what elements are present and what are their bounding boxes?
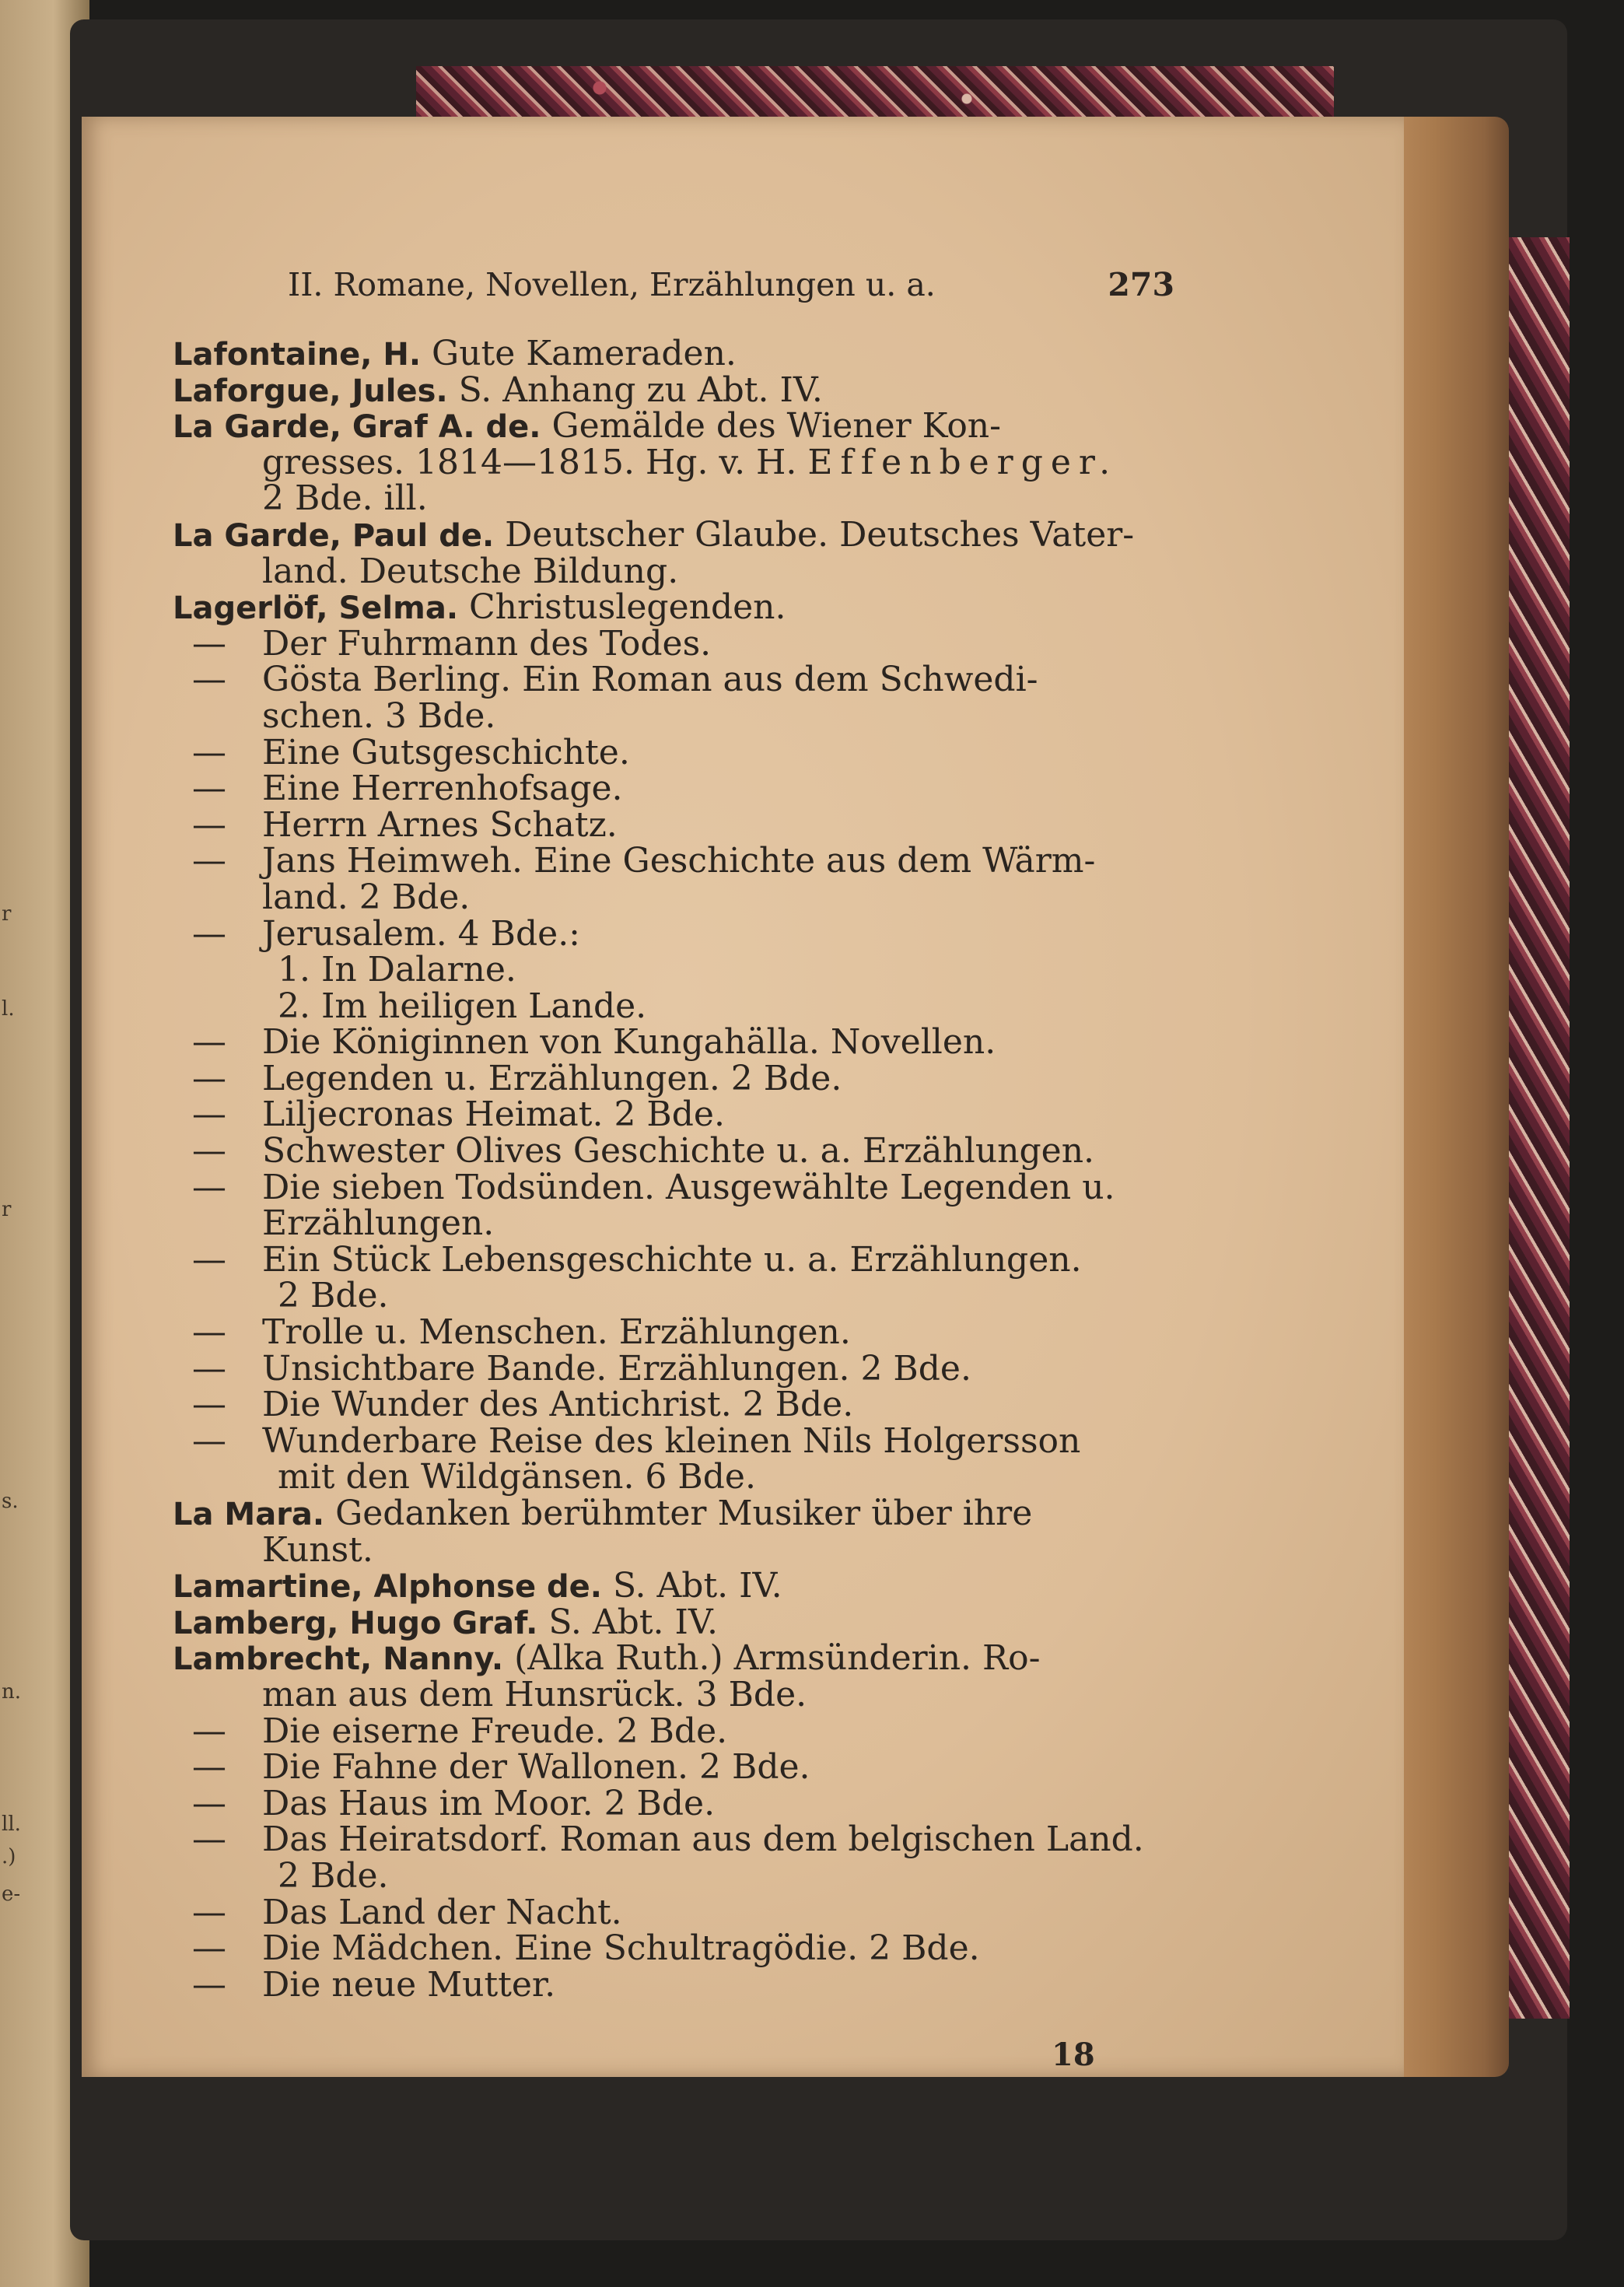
dash: — [192, 913, 226, 954]
margin-mark: l. [2, 997, 15, 1021]
dash: — [192, 1239, 226, 1280]
entry-text: man aus dem Hunsrück. 3 Bde. [262, 1674, 807, 1714]
entry-line [173, 336, 1184, 373]
entry-line [173, 771, 1184, 807]
entry-line [173, 1133, 1184, 1170]
entry-line [173, 1892, 1184, 1932]
entry-line [173, 1638, 1184, 1679]
entry-text: Liljecronas Heimat. 2 Bde. [262, 1094, 725, 1135]
dash: — [192, 841, 226, 881]
dash: — [192, 1783, 226, 1823]
entry-line [173, 1167, 1184, 1207]
entry-line [173, 804, 1184, 845]
entry-text: S. Abt. IV. [602, 1566, 782, 1606]
entry-text: 2. Im heiligen Lande. [278, 986, 647, 1026]
entry-line [173, 986, 1184, 1026]
entry-author: La Mara. [173, 1497, 325, 1532]
entry-line [173, 1387, 1184, 1424]
entry-line [173, 1312, 1184, 1353]
dash: — [192, 1022, 226, 1063]
dash: — [192, 1964, 226, 2005]
entry-line [173, 1964, 1184, 2005]
entry-line [173, 1674, 1184, 1714]
dash: — [192, 1094, 226, 1135]
dash: — [192, 623, 226, 664]
entry-text: Legenden u. Erzählungen. 2 Bde. [262, 1058, 842, 1098]
entry-text: Die sieben Todsünden. Ausgewählte Legenden u. [262, 1167, 1115, 1207]
entry-text: Herrn Arnes Schatz. [262, 804, 618, 845]
entry-text: Deutscher Glaube. Deutsches Vater- [494, 514, 1135, 555]
entry-text: Gedanken berühmter Musiker über ihre [324, 1494, 1033, 1533]
dash: — [192, 1312, 226, 1353]
entry-text: Gute Kameraden. [421, 334, 737, 373]
entry-line [173, 442, 1184, 482]
entry-text: 1. In Dalarne. [278, 950, 516, 990]
entry-line [173, 843, 1184, 880]
entry-text: Die Wunder des Antichrist. 2 Bde. [262, 1385, 854, 1425]
entry-line [173, 551, 1184, 591]
entry-text: schen. 3 Bde. [262, 695, 496, 736]
entry-line [173, 1602, 1184, 1642]
entry-author: Lafontaine, H. [173, 337, 422, 373]
entry-text: Kunst. [262, 1529, 373, 1570]
entry-line [173, 1278, 1184, 1315]
entry-text: Der Fuhrmann des Todes. [262, 623, 712, 664]
entry-text: 2 Bde. ill. [262, 478, 428, 519]
entry-line [173, 1749, 1184, 1786]
dash: — [192, 769, 226, 809]
entry-author: La Garde, Paul de. [173, 517, 495, 554]
entry-author: Lamberg, Hugo Graf. [173, 1605, 538, 1641]
entry-text: Die Fahne der Wallonen. 2 Bde. [262, 1747, 810, 1788]
entry-text: Eine Herrenhofsage. [262, 769, 623, 809]
margin-mark: .) [2, 1845, 16, 1868]
entry-text: S. Abt. IV. [537, 1602, 718, 1642]
entry-text: land. 2 Bde. [262, 877, 471, 917]
marbled-edge-right [1507, 237, 1570, 2019]
dash: — [192, 1747, 226, 1788]
dash: — [192, 804, 226, 845]
entry-text: Erzählungen. [262, 1203, 495, 1244]
entry-author: Lambrecht, Nanny. [173, 1641, 504, 1678]
margin-mark: ll. [2, 1812, 21, 1836]
catalog-listing [173, 336, 1184, 2003]
entry-text: Unsichtbare Bande. Erzählungen. 2 Bde. [262, 1348, 971, 1389]
entry-line [173, 877, 1184, 917]
entry-line [173, 1529, 1184, 1570]
entry-line [173, 587, 1184, 628]
entry-line [173, 1568, 1184, 1605]
entry-line [173, 1024, 1184, 1061]
entry-line [173, 1819, 1184, 1860]
entry-text: mit den Wildgänsen. 6 Bde. [278, 1457, 756, 1497]
dash: — [192, 1167, 226, 1207]
entry-author: Lagerlöf, Selma. [173, 590, 459, 627]
entry-text: Gemälde des Wiener Kon- [541, 406, 1002, 447]
entry-line [173, 1348, 1184, 1389]
entry-text: Jans Heimweh. Eine Geschichte aus dem Wärm- [262, 841, 1096, 881]
running-header [288, 266, 1174, 313]
entry-line [173, 1239, 1184, 1280]
entry-text: Effenberger. [807, 442, 1118, 482]
margin-mark: n. [2, 1680, 22, 1704]
entry-text: Eine Gutsgeschichte. [262, 732, 630, 772]
marbled-edge-top [416, 66, 1334, 121]
entry-line [173, 952, 1184, 989]
signature-mark: 18 [1052, 2037, 1095, 2073]
entry-line [173, 1094, 1184, 1135]
dash: — [192, 1420, 226, 1461]
entry-line [173, 1496, 1184, 1532]
dash: — [192, 1348, 226, 1389]
dash: — [192, 1385, 226, 1425]
entry-text: Schwester Olives Geschichte u. a. Erzählungen. [262, 1131, 1095, 1172]
entry-text: Die neue Mutter. [262, 1964, 556, 2005]
entry-line [173, 662, 1184, 699]
margin-mark: r [2, 902, 12, 926]
entry-text: Das Heiratsdorf. Roman aus dem belgischen Land. [262, 1819, 1144, 1860]
page-number: 273 [1108, 266, 1174, 303]
entry-text: S. Anhang zu Abt. IV. [447, 369, 823, 410]
dash: — [192, 1928, 226, 1969]
entry-author: Lamartine, Alphonse de. [173, 1569, 602, 1606]
dash: — [192, 1711, 226, 1751]
entry-line [173, 408, 1184, 445]
entry-text: gresses. 1814—1815. Hg. v. H. [262, 442, 808, 482]
entry-text: Christuslegenden. [458, 587, 786, 628]
entry-text: Das Land der Nacht. [262, 1892, 622, 1932]
running-title: II. Romane, Novellen, Erzählungen u. a. [288, 266, 936, 303]
entry-line [173, 1711, 1184, 1751]
entry-author: La Garde, Graf A. de. [173, 409, 541, 446]
dash: — [192, 1058, 226, 1098]
entry-line [173, 1928, 1184, 1969]
entry-line [173, 913, 1184, 954]
entry-text: 2 Bde. [278, 1276, 389, 1316]
dash: — [192, 1892, 226, 1932]
dash: — [192, 660, 226, 700]
entry-text: Gösta Berling. Ein Roman aus dem Schwedi- [262, 660, 1038, 700]
entry-text: Das Haus im Moor. 2 Bde. [262, 1783, 716, 1823]
entry-line [173, 1420, 1184, 1461]
entry-line [173, 1459, 1184, 1496]
dash: — [192, 732, 226, 772]
entry-text: Die eiserne Freude. 2 Bde. [262, 1711, 728, 1751]
dash: — [192, 1131, 226, 1172]
margin-mark: r [2, 1198, 12, 1221]
entry-text: Jerusalem. 4 Bde.: [262, 913, 580, 954]
dash: — [192, 1819, 226, 1860]
entry-line [173, 514, 1184, 555]
entry-author: Laforgue, Jules. [173, 373, 448, 409]
entry-line [173, 623, 1184, 664]
entry-text: Die Mädchen. Eine Schultragödie. 2 Bde. [262, 1928, 980, 1969]
entry-text: Wunderbare Reise des kleinen Nils Holgersson [262, 1420, 1081, 1461]
entry-line [173, 1855, 1184, 1896]
entry-line [173, 369, 1184, 410]
entry-text: land. Deutsche Bildung. [262, 551, 679, 591]
entry-line [173, 1203, 1184, 1244]
entry-line [173, 478, 1184, 519]
margin-mark: s. [2, 1490, 19, 1513]
margin-mark: e- [2, 1882, 21, 1906]
entry-text: 2 Bde. [278, 1855, 389, 1896]
entry-text: Die Königinnen von Kungahälla. Novellen. [262, 1022, 996, 1063]
entry-text: Ein Stück Lebensgeschichte u. a. Erzählungen. [262, 1239, 1082, 1280]
entry-text: Trolle u. Menschen. Erzählungen. [262, 1312, 851, 1353]
entry-line [173, 732, 1184, 772]
entry-line [173, 1058, 1184, 1098]
entry-line [173, 1783, 1184, 1823]
entry-line [173, 695, 1184, 736]
entry-text: (Alka Ruth.) Armsünderin. Ro- [503, 1638, 1041, 1679]
